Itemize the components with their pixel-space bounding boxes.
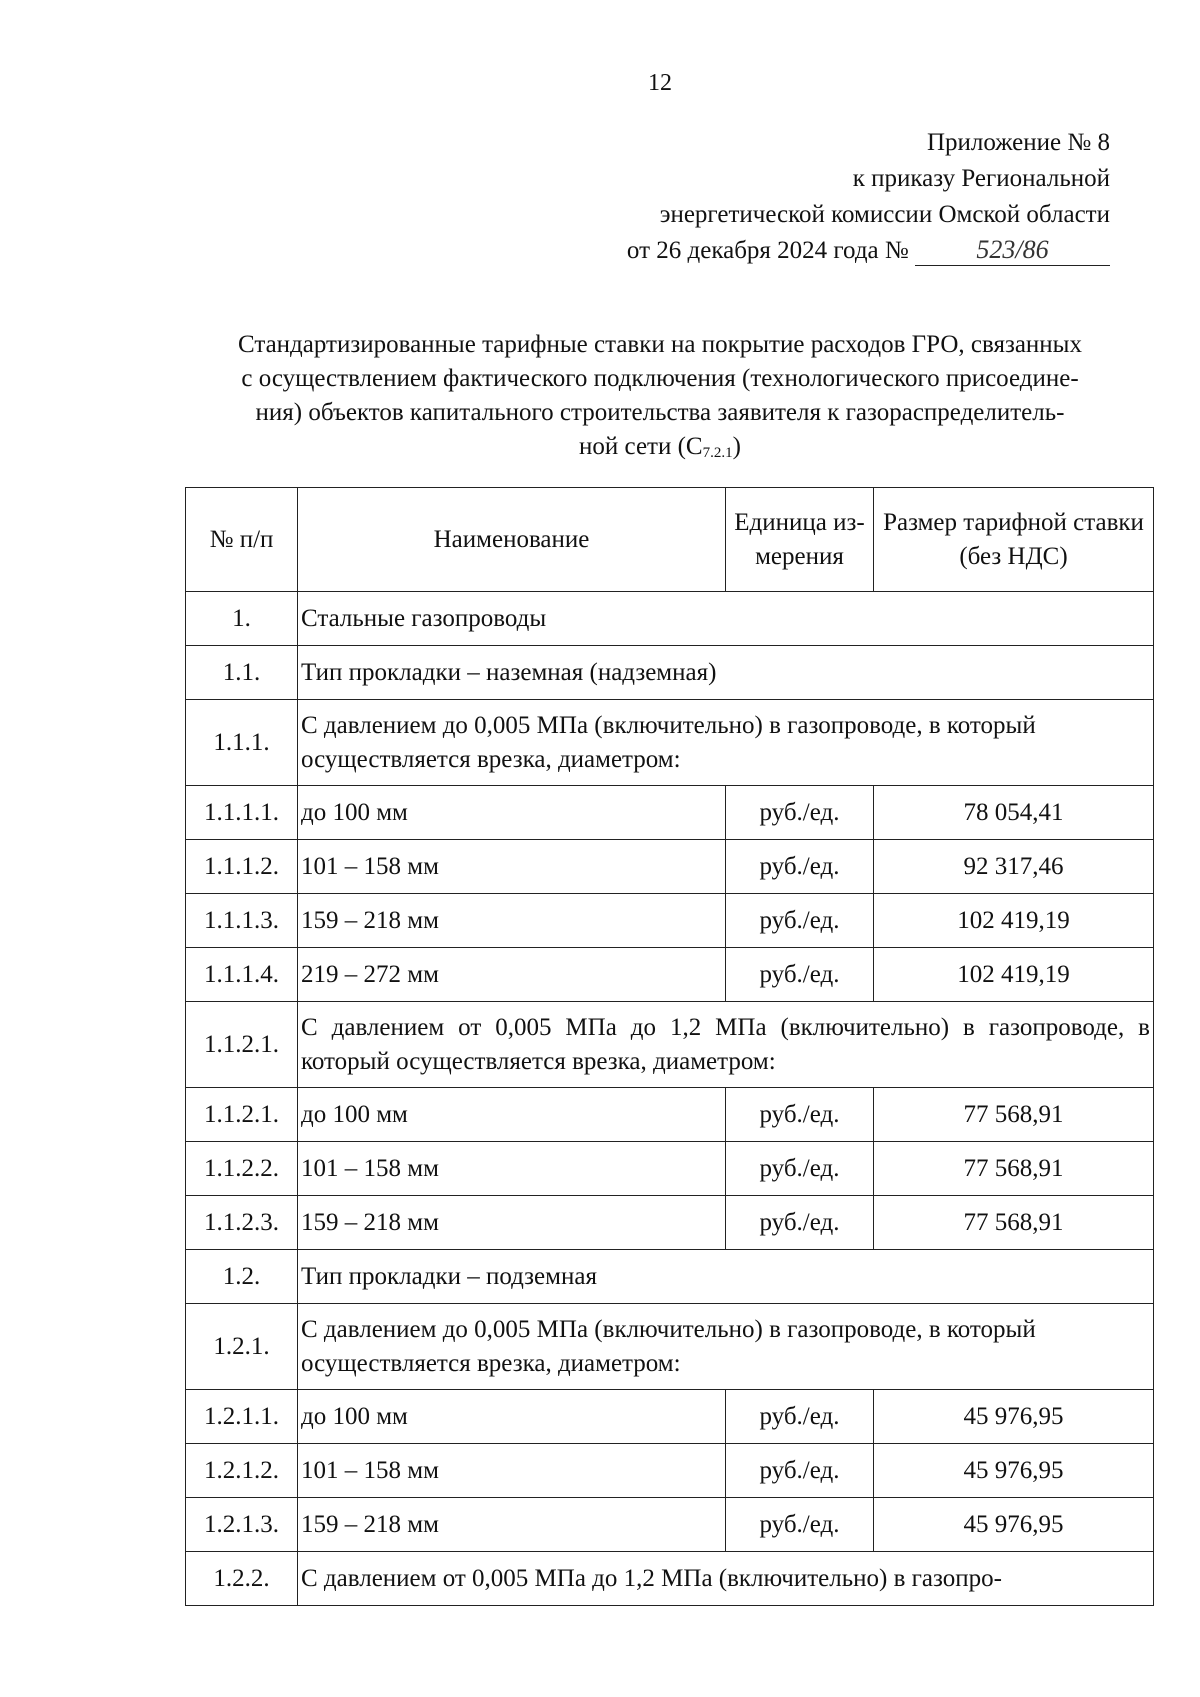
row-name: С давлением от 0,005 МПа до 1,2 МПа (включительно) в газопро- xyxy=(298,1552,1154,1606)
row-rate: 45 976,95 xyxy=(874,1444,1154,1498)
table-row xyxy=(186,646,1154,700)
row-unit: руб./ед. xyxy=(726,1498,874,1552)
title-line: с осуществлением фактического подключения (технологического присоедине- xyxy=(241,365,1079,392)
row-num: 1.1.2.1. xyxy=(186,1002,298,1088)
page-number: 12 xyxy=(648,70,672,96)
document-title xyxy=(180,328,1140,470)
title-text: ной сети (С xyxy=(579,433,703,460)
table-row xyxy=(186,1444,1154,1498)
appendix-line: к приказу Региональной xyxy=(852,165,1110,192)
header-name: Наименование xyxy=(298,488,726,592)
row-name: С давлением до 0,005 МПа (включительно) в газопроводе, в который осуществляется врезка, диаметром: xyxy=(298,1304,1154,1390)
row-name: Тип прокладки – наземная (надземная) xyxy=(298,646,1154,700)
table-row xyxy=(186,592,1154,646)
row-name: Стальные газопроводы xyxy=(298,592,1154,646)
title-text: ) xyxy=(732,433,741,460)
title-line: Стандартизированные тарифные ставки на покрытие расходов ГРО, связанных xyxy=(238,331,1082,358)
row-num: 1.2.1.3. xyxy=(186,1498,298,1552)
row-num: 1.2.1. xyxy=(186,1304,298,1390)
row-num: 1.1. xyxy=(186,646,298,700)
appendix-block xyxy=(627,125,1110,269)
table-row xyxy=(186,840,1154,894)
row-rate: 77 568,91 xyxy=(874,1196,1154,1250)
row-rate: 45 976,95 xyxy=(874,1498,1154,1552)
row-name: 159 – 218 мм xyxy=(298,1196,726,1250)
table-row xyxy=(186,1250,1154,1304)
row-name: 219 – 272 мм xyxy=(298,948,726,1002)
title-subscript: 7.2.1 xyxy=(702,445,733,461)
row-unit: руб./ед. xyxy=(726,894,874,948)
row-name: 101 – 158 мм xyxy=(298,1142,726,1196)
appendix-date-line xyxy=(627,233,1110,269)
row-num: 1. xyxy=(186,592,298,646)
row-rate: 77 568,91 xyxy=(874,1088,1154,1142)
row-name: С давлением до 0,005 МПа (включительно) в газопроводе, в который осуществляется врезка, диаметром: xyxy=(298,700,1154,786)
table-row xyxy=(186,1498,1154,1552)
row-name: С давлением от 0,005 МПа до 1,2 МПа (включительно) в газопроводе, в который осуществляется врезка, диаметром: xyxy=(298,1002,1154,1088)
row-unit: руб./ед. xyxy=(726,786,874,840)
title-line: ния) объектов капитального строительства заявителя к газораспределитель- xyxy=(255,399,1065,426)
tariff-table xyxy=(185,487,1154,1606)
row-rate: 92 317,46 xyxy=(874,840,1154,894)
row-num: 1.2.2. xyxy=(186,1552,298,1606)
row-unit: руб./ед. xyxy=(726,948,874,1002)
row-unit: руб./ед. xyxy=(726,840,874,894)
row-unit: руб./ед. xyxy=(726,1142,874,1196)
row-rate: 102 419,19 xyxy=(874,948,1154,1002)
row-name: 101 – 158 мм xyxy=(298,840,726,894)
table-row xyxy=(186,1142,1154,1196)
table-row xyxy=(186,1002,1154,1088)
appendix-line: Приложение № 8 xyxy=(926,129,1110,156)
row-num: 1.2. xyxy=(186,1250,298,1304)
row-num: 1.2.1.1. xyxy=(186,1390,298,1444)
row-unit: руб./ед. xyxy=(726,1444,874,1498)
row-name: до 100 мм xyxy=(298,1088,726,1142)
table-row xyxy=(186,894,1154,948)
row-name: до 100 мм xyxy=(298,1390,726,1444)
table-row xyxy=(186,1196,1154,1250)
row-num: 1.1.2.2. xyxy=(186,1142,298,1196)
table-row xyxy=(186,1304,1154,1390)
row-num: 1.1.1.2. xyxy=(186,840,298,894)
row-rate: 102 419,19 xyxy=(874,894,1154,948)
row-num: 1.1.2.1. xyxy=(186,1088,298,1142)
table-row xyxy=(186,700,1154,786)
header-num: № п/п xyxy=(186,488,298,592)
row-num: 1.1.1.3. xyxy=(186,894,298,948)
row-unit: руб./ед. xyxy=(726,1390,874,1444)
row-num: 1.1.1.4. xyxy=(186,948,298,1002)
table-row xyxy=(186,1552,1154,1606)
row-name: до 100 мм xyxy=(298,786,726,840)
table-row xyxy=(186,786,1154,840)
header-unit: Единица из-мерения xyxy=(726,488,874,592)
row-num: 1.2.1.2. xyxy=(186,1444,298,1498)
table-row xyxy=(186,1390,1154,1444)
row-name: 159 – 218 мм xyxy=(298,894,726,948)
row-rate: 77 568,91 xyxy=(874,1142,1154,1196)
header-rate: Размер тарифной ставки (без НДС) xyxy=(874,488,1154,592)
appendix-date: от 26 декабря 2024 года № xyxy=(626,237,909,264)
row-unit: руб./ед. xyxy=(726,1088,874,1142)
row-unit: руб./ед. xyxy=(726,1196,874,1250)
row-name: 159 – 218 мм xyxy=(298,1498,726,1552)
title-line xyxy=(180,430,1140,470)
row-rate: 45 976,95 xyxy=(874,1390,1154,1444)
row-name: 101 – 158 мм xyxy=(298,1444,726,1498)
appendix-line: энергетической комиссии Омской области xyxy=(659,201,1110,228)
row-num: 1.1.1.1. xyxy=(186,786,298,840)
table-row xyxy=(186,1088,1154,1142)
order-number-handwritten: 523/86 xyxy=(915,235,1110,266)
row-num: 1.1.2.3. xyxy=(186,1196,298,1250)
row-rate: 78 054,41 xyxy=(874,786,1154,840)
row-num: 1.1.1. xyxy=(186,700,298,786)
table-header-row xyxy=(186,488,1154,592)
row-name: Тип прокладки – подземная xyxy=(298,1250,1154,1304)
table-row xyxy=(186,948,1154,1002)
